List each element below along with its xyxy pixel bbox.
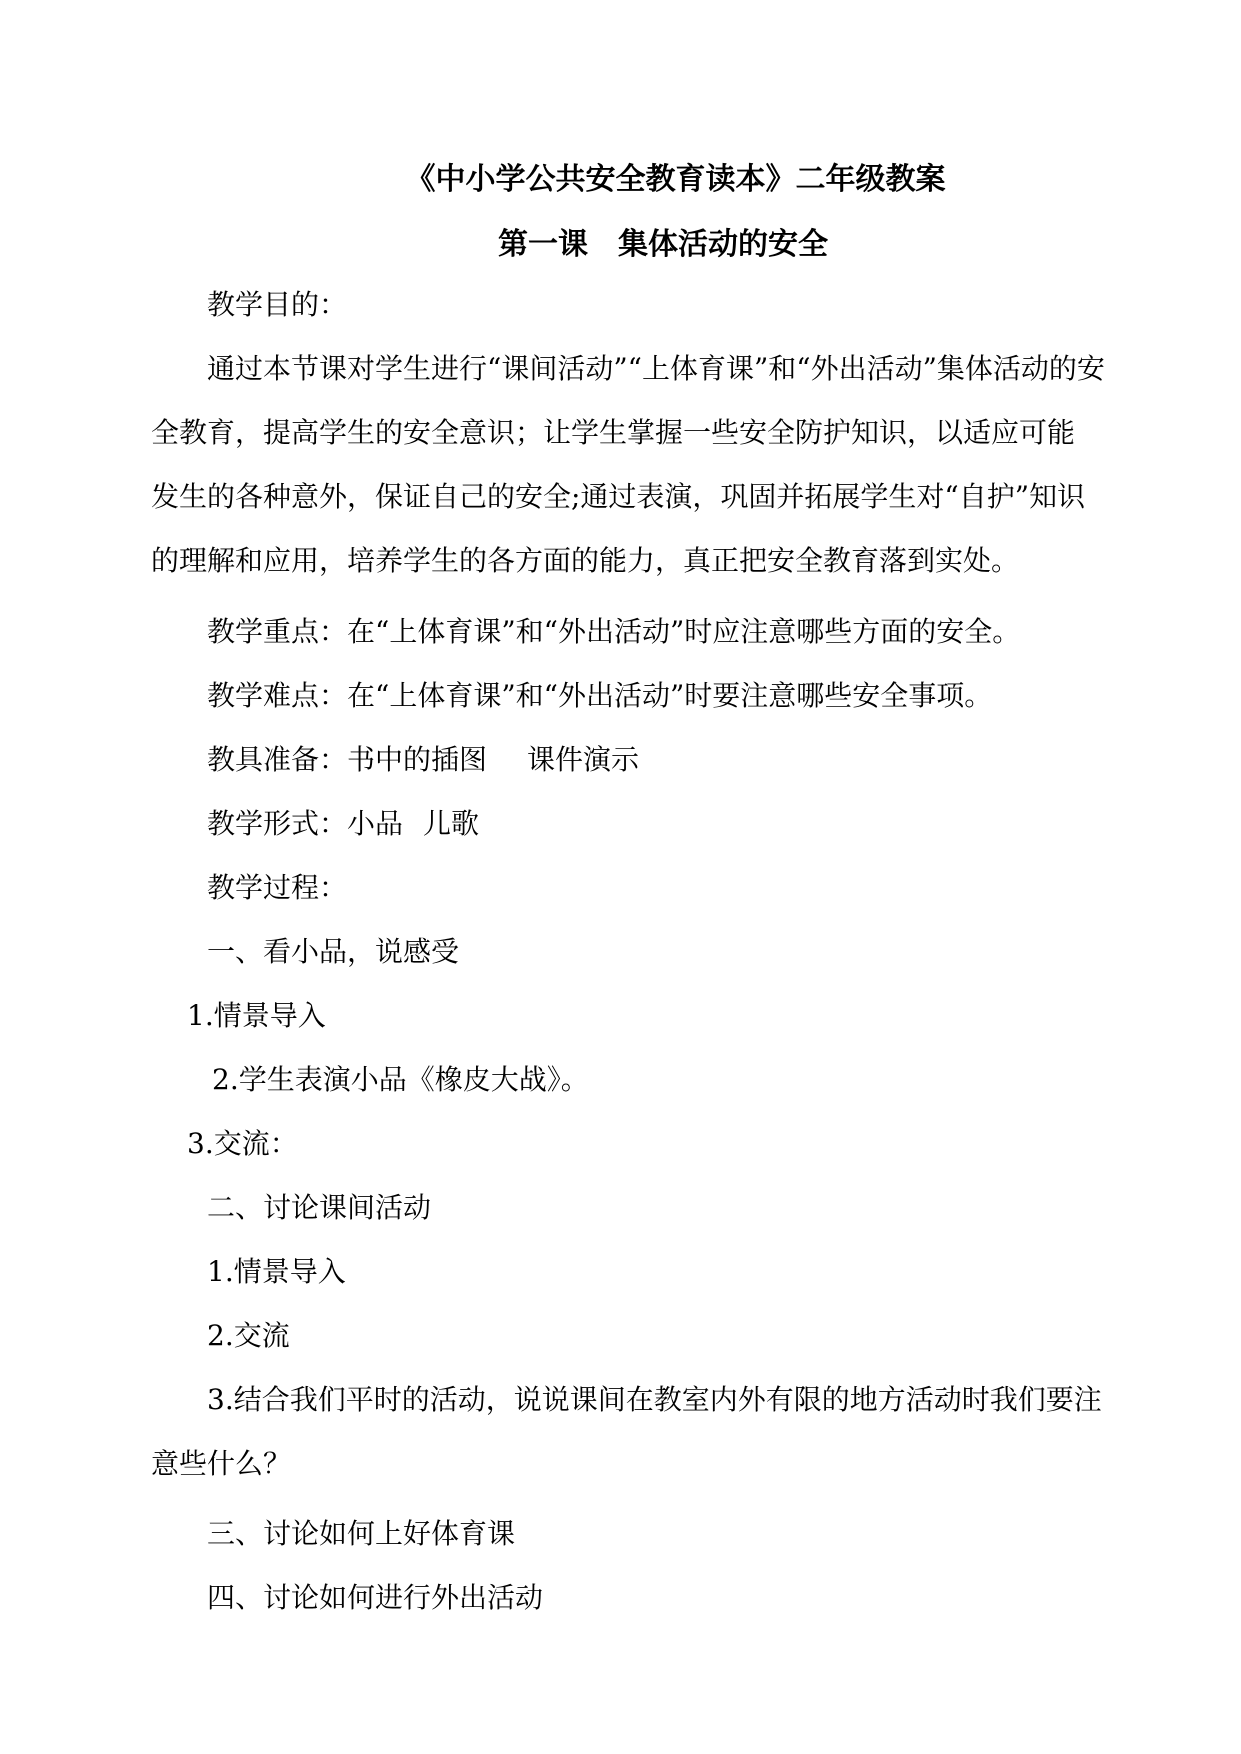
section4-heading: 四、讨论如何进行外出活动 [207, 1581, 544, 1614]
difficulty: 教学难点：在“上体育课”和“外出活动”时要注意哪些安全事项。 [207, 679, 993, 712]
lesson-name: 集体活动的安全 [618, 227, 828, 262]
section2-item-3-line-1: 3.结合我们平时的活动，说说课间在教室内外有限的地方活动时我们要注 [207, 1383, 1102, 1416]
document-title: 《中小学公共安全教育读本》二年级教案 [405, 162, 946, 197]
teaching-form [207, 804, 479, 844]
section2-item-2: 2.交流 [207, 1319, 290, 1352]
objective-line-4: 的理解和应用，培养学生的各方面的能力，真正把安全教育落到实处。 [151, 544, 1020, 577]
objective-line-2: 全教育，提高学生的安全意识；让学生掌握一些安全防护知识，以适应可能 [151, 416, 1076, 449]
lesson-title [0, 225, 1241, 265]
section1-item-2: 2.学生表演小品《橡皮大战》。 [212, 1063, 589, 1096]
section2-heading: 二、讨论课间活动 [207, 1191, 432, 1224]
key-point: 教学重点：在“上体育课”和“外出活动”时应注意哪些方面的安全。 [207, 615, 1021, 648]
objective-line-3: 发生的各种意外，保证自己的安全;通过表演，巩固并拓展学生对“自护”知识 [151, 480, 1086, 513]
form-extra: 儿歌 [423, 807, 480, 840]
tools-label: 教具准备：书中的插图 [207, 743, 488, 776]
section1-item-3: 3.交流： [187, 1127, 298, 1160]
section2-item-3-line-2: 意些什么？ [151, 1447, 292, 1480]
section1-heading: 一、看小品，说感受 [207, 935, 460, 968]
tools [207, 740, 639, 780]
lesson-number: 第一课 [498, 227, 588, 262]
process-heading: 教学过程： [207, 871, 348, 904]
form-label: 教学形式：小品 [207, 807, 404, 840]
objective-heading: 教学目的： [207, 288, 348, 321]
tools-extra: 课件演示 [527, 743, 640, 776]
objective-line-1: 通过本节课对学生进行“课间活动”“上体育课”和“外出活动”集体活动的安 [207, 352, 1105, 385]
section1-item-1: 1.情景导入 [187, 999, 326, 1032]
section3-heading: 三、讨论如何上好体育课 [207, 1517, 516, 1550]
section2-item-1: 1.情景导入 [207, 1255, 346, 1288]
